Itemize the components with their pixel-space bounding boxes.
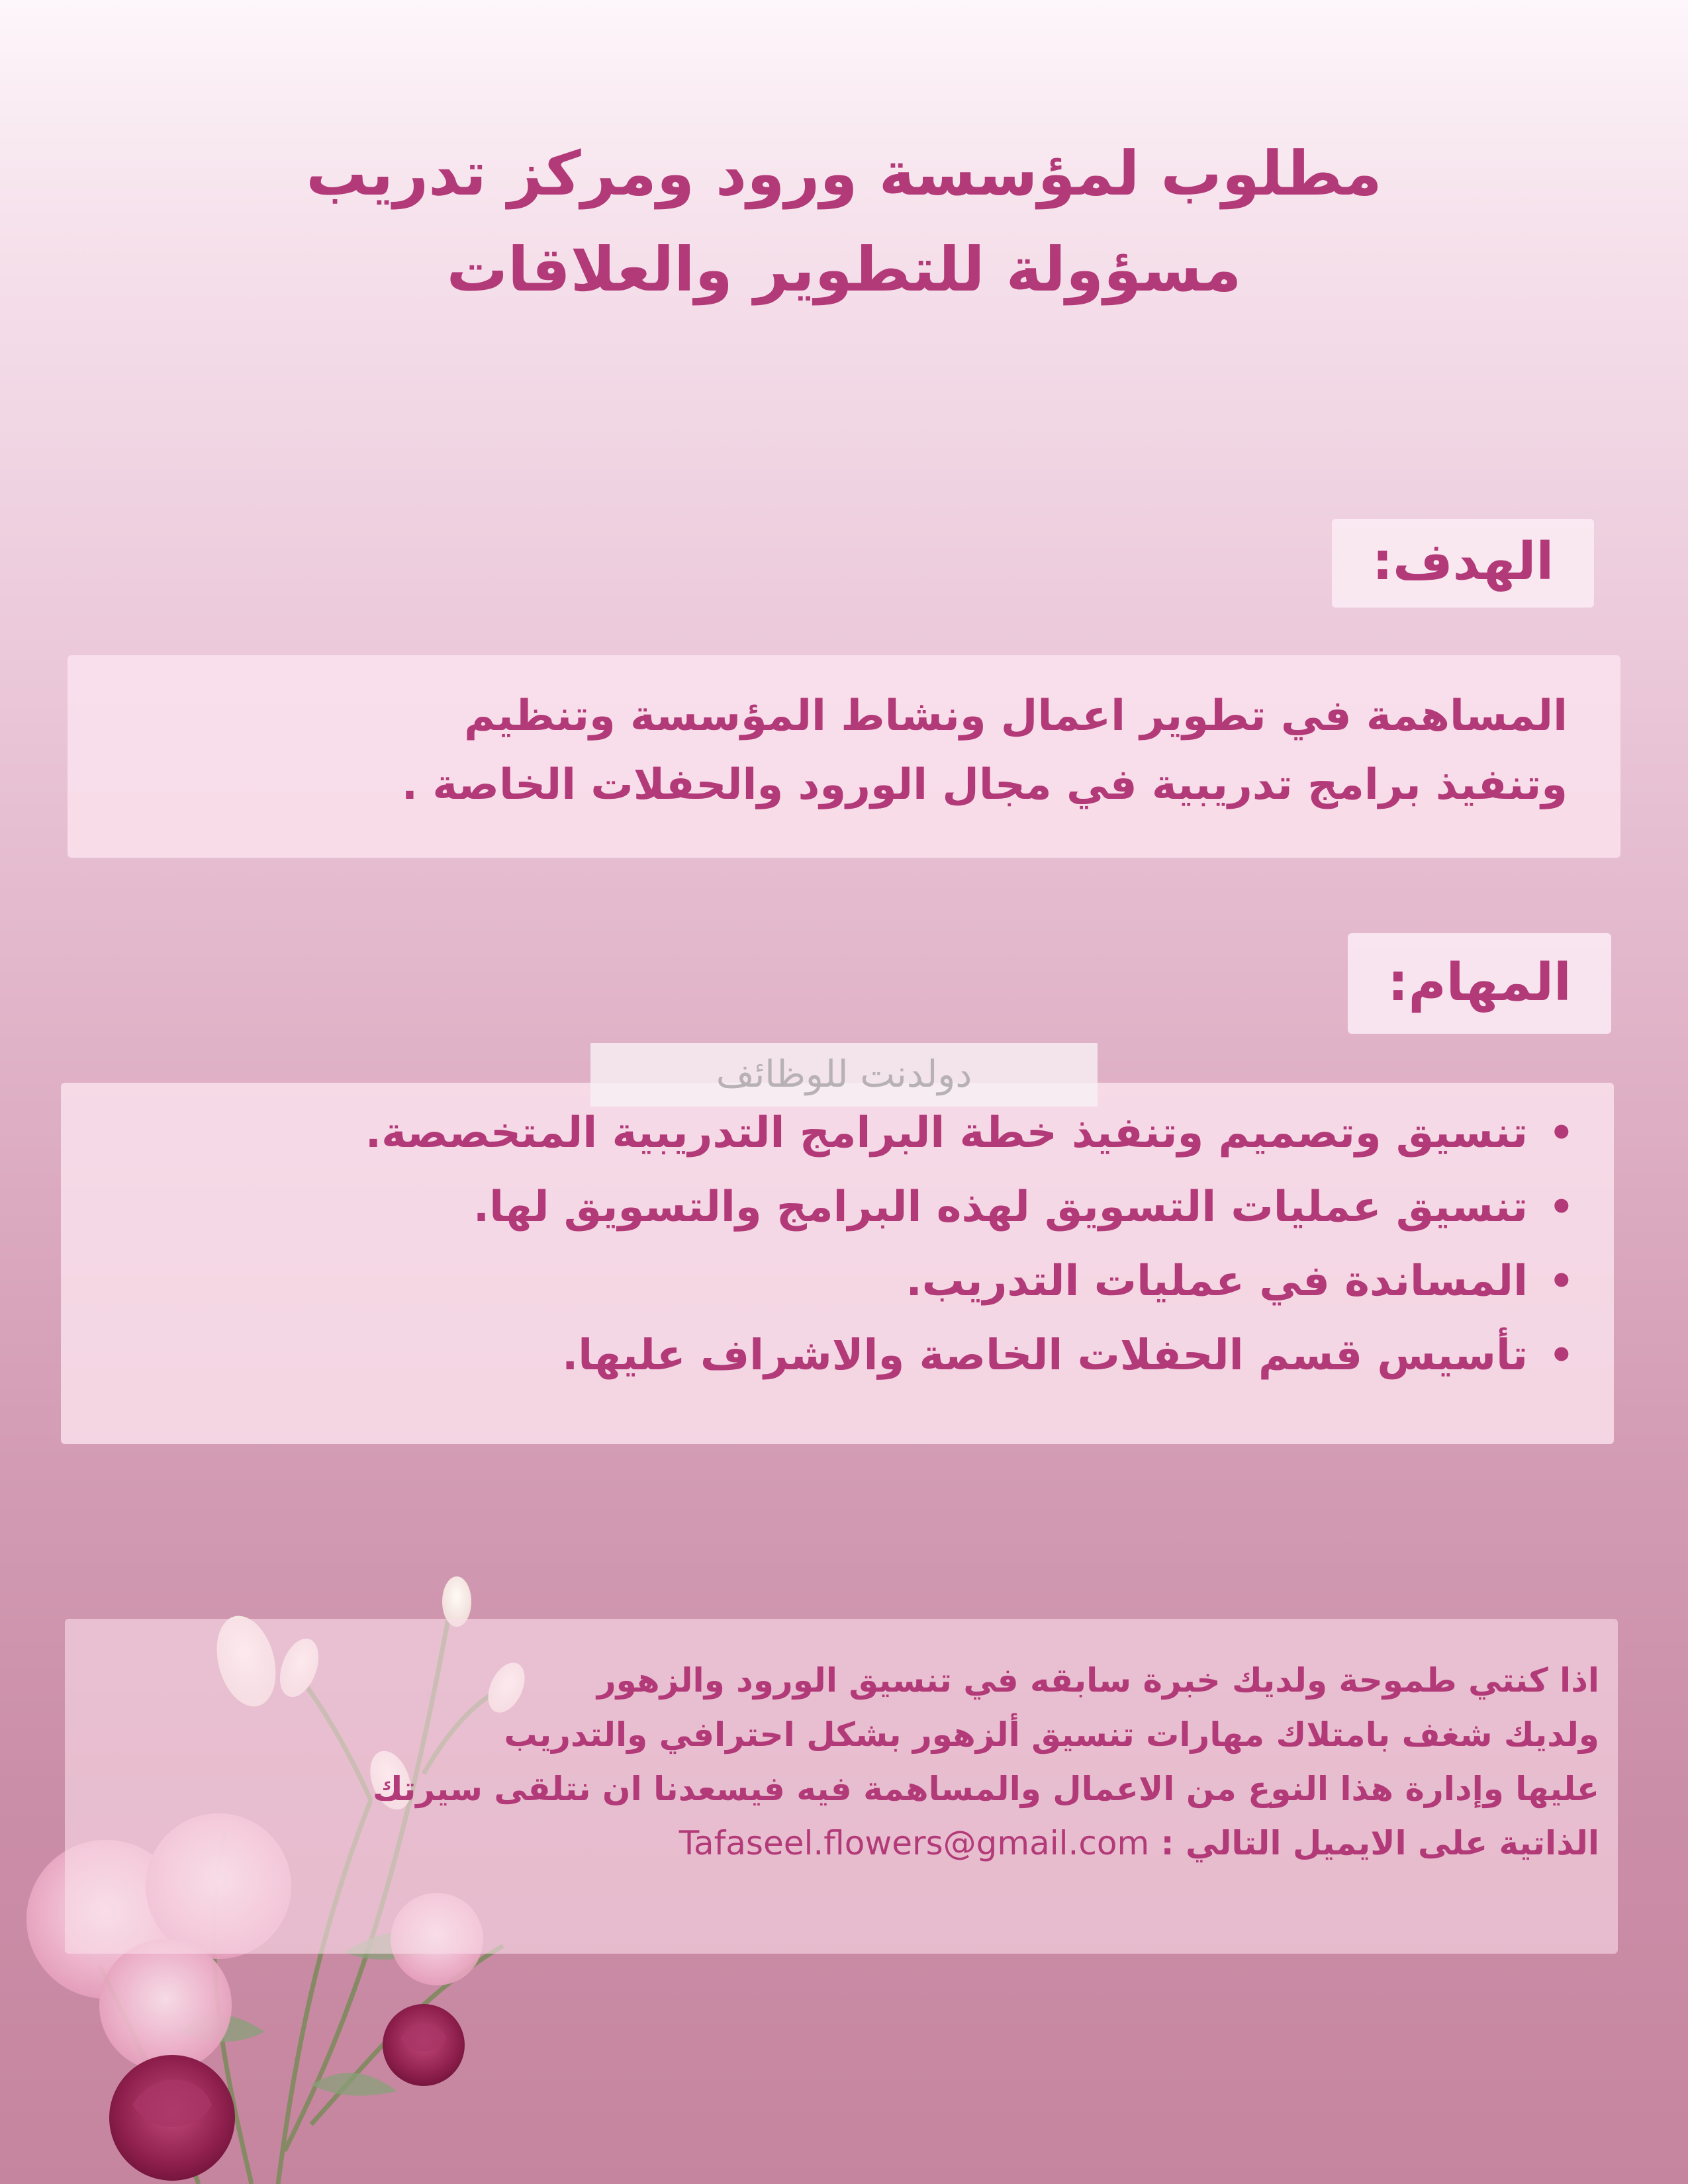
bullet-icon: • bbox=[1548, 1332, 1574, 1379]
tasks-heading: المهام: bbox=[1348, 933, 1611, 1034]
task-text: المساندة في عمليات التدريب. bbox=[906, 1257, 1528, 1306]
task-text: تأسيس قسم الحفلات الخاصة والاشراف عليها. bbox=[561, 1331, 1528, 1380]
contact-email[interactable]: Tafaseel.flowers@gmail.com bbox=[679, 1824, 1150, 1862]
bullet-icon: • bbox=[1548, 1258, 1574, 1304]
task-item bbox=[78, 1096, 1574, 1170]
bullet-icon: • bbox=[1548, 1110, 1574, 1156]
page-title bbox=[165, 126, 1523, 318]
title-line-2: مسؤولة للتطوير والعلاقات bbox=[446, 234, 1242, 305]
goal-heading: الهدف: bbox=[1332, 519, 1594, 608]
tasks-list bbox=[78, 1096, 1574, 1392]
apply-line-4-prefix: الذاتية على الايميل التالي : bbox=[1160, 1824, 1599, 1862]
goal-line-2: وتنفيذ برامج تدريبية في مجال الورود والحفلات الخاصة . bbox=[401, 760, 1568, 809]
task-text: تنسيق وتصميم وتنفيذ خطة البرامج التدريبية المتخصصة. bbox=[365, 1109, 1528, 1158]
task-item bbox=[78, 1318, 1574, 1392]
watermark: دولدنت للوظائف bbox=[590, 1043, 1098, 1107]
apply-line-2: ولديك شغف بامتلاك مهارات تنسيق ألزهور بشكل احترافي والتدريب bbox=[504, 1715, 1599, 1754]
apply-line-4 bbox=[77, 1816, 1599, 1870]
bullet-icon: • bbox=[1548, 1184, 1574, 1230]
task-item bbox=[78, 1170, 1574, 1244]
apply-line-3: عليها وإدارة هذا النوع من الاعمال والمساهمة فيه فيسعدنا ان نتلقى سيرتك bbox=[372, 1770, 1599, 1808]
task-item bbox=[78, 1244, 1574, 1318]
apply-line-1: اذا كنتي طموحة ولديك خبرة سابقه في تنسيق الورود والزهور bbox=[596, 1661, 1599, 1700]
goal-text bbox=[98, 682, 1568, 819]
goal-panel bbox=[68, 655, 1620, 858]
task-text: تنسيق عمليات التسويق لهذه البرامج والتسويق لها. bbox=[473, 1183, 1528, 1232]
title-line-1: مطلوب لمؤسسة ورود ومركز تدريب bbox=[306, 138, 1382, 209]
goal-line-1: المساهمة في تطوير اعمال ونشاط المؤسسة وتنظيم bbox=[464, 692, 1568, 741]
apply-text bbox=[77, 1653, 1599, 1870]
apply-panel bbox=[65, 1619, 1618, 1954]
tasks-panel bbox=[61, 1083, 1614, 1444]
